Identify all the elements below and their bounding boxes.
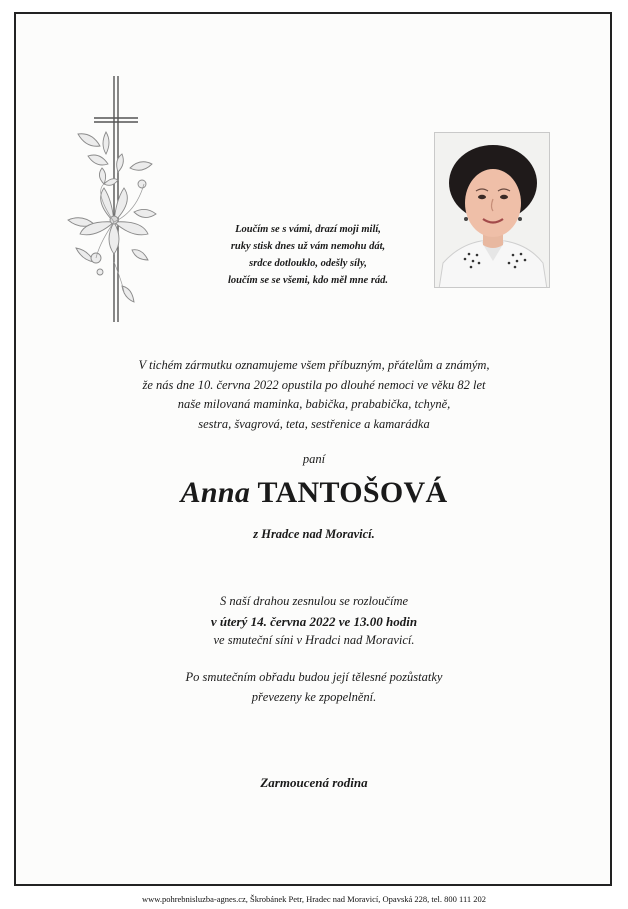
deceased-last-name: TANTOŠOVÁ	[257, 476, 448, 509]
farewell-place: ve smuteční síni v Hradci nad Moravicí.	[213, 633, 415, 647]
cross-with-lilies-icon	[58, 72, 166, 332]
announcement-line: naše milovaná maminka, babička, prababička, tchyně,	[177, 397, 451, 411]
farewell-line: S naší drahou zesnulou se rozloučíme	[219, 594, 409, 608]
announcement-line: že nás dne 10. června 2022 opustila po dlouhé nemoci ve věku 82 let	[142, 377, 486, 392]
poem-line: Loučím se s vámi, drazí moji milí,	[235, 224, 381, 235]
cremation-line: převezeny ke zpopelnění.	[251, 689, 377, 704]
family-signature: Zarmoucená rodina	[260, 775, 368, 790]
deceased-origin: z Hradce nad Moravicí.	[253, 527, 375, 541]
announcement-line: sestra, švagrová, teta, sestřenice a kamarádka	[198, 416, 430, 431]
poem	[190, 221, 426, 289]
announcement-line: V tichém zármutku oznamujeme všem příbuzným, přátelům a známým,	[138, 358, 490, 372]
poem-line: loučím se se všemi, kdo měl mne rád.	[227, 275, 389, 286]
deceased-name	[0, 476, 628, 510]
portrait-photo	[434, 132, 550, 288]
deceased-first-name: Anna	[180, 476, 251, 509]
farewell-info	[0, 592, 628, 651]
cremation-line: Po smutečním obřadu budou její tělesné pozůstatky	[185, 670, 443, 684]
poem-line: srdce dotlouklo, odešly síly,	[249, 258, 367, 269]
funeral-service-footer: www.pohrebnisluzba-agnes.cz, Škrobánek Petr, Hradec nad Moravicí, Opavská 228, tel. 800 111 202	[141, 894, 487, 904]
honorific: paní	[302, 452, 326, 466]
farewell-datetime: v úterý 14. června 2022 ve 13.00 hodin	[210, 613, 418, 629]
announcement-text	[60, 356, 568, 434]
cremation-info	[0, 668, 628, 707]
poem-line: ruky stisk dnes už vám nemohu dát,	[230, 241, 386, 252]
